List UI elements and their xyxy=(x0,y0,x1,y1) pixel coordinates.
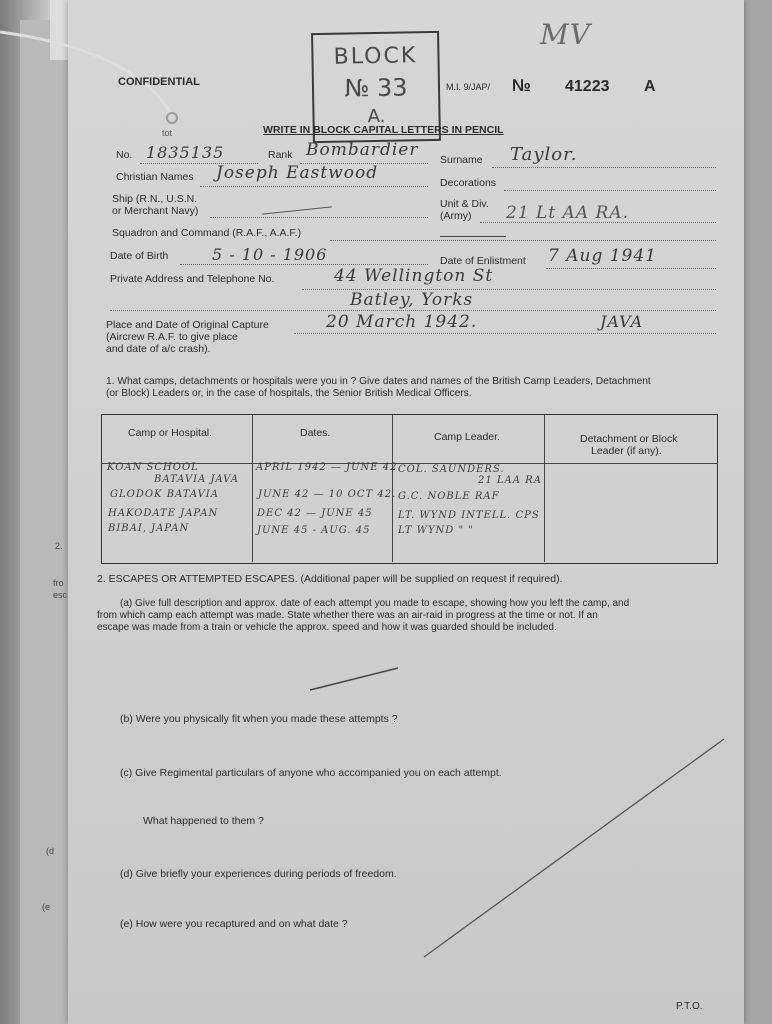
question-2b: (b) Were you physically fit when you made these attempts ? xyxy=(120,713,398,725)
table-header-leader: Camp Leader. xyxy=(434,431,500,443)
table-header-detachment: Detachment or Block xyxy=(580,433,678,445)
rank-value: Bombardier xyxy=(306,140,419,160)
question-2c: (c) Give Regimental particulars of anyone who accompanied you on each attempt. xyxy=(120,767,502,779)
form-number-label: № xyxy=(512,76,531,95)
table-cell-dates: APRIL 1942 — JUNE 42. xyxy=(256,462,402,473)
enlistment-underline xyxy=(546,268,716,269)
diagonal-strike-line xyxy=(410,735,730,965)
address-line-1: 44 Wellington St xyxy=(334,266,494,286)
surname-value: Taylor. xyxy=(510,144,578,165)
ship-label: Ship (R.N., U.S.N. xyxy=(112,193,198,205)
surname-underline xyxy=(492,167,716,168)
squadron-dash-mark xyxy=(440,236,506,237)
address-line-2: Batley, Yorks xyxy=(350,290,474,310)
enlistment-label: Date of Enlistment xyxy=(440,255,526,267)
decorations-underline xyxy=(504,190,716,191)
table-cell-leader: G.C. NOBLE RAF xyxy=(398,491,500,502)
no-value: 1835135 xyxy=(146,143,225,162)
table-cell-camp: BATAVIA JAVA xyxy=(154,474,239,485)
under-page-mark: 2. xyxy=(55,541,63,551)
table-cell-camp: BIBAI, JAPAN xyxy=(108,523,190,534)
capture-place: JAVA xyxy=(600,312,644,331)
decorations-label: Decorations xyxy=(440,177,497,189)
question-2a-line-2: from which camp each attempt was made. State whether there was an air-raid in progress at the time or not. If an xyxy=(97,610,598,621)
form-reference: M.I. 9/JAP/ xyxy=(446,82,491,92)
squadron-underline xyxy=(330,240,716,241)
unit-value: 21 Lt AA RA. xyxy=(506,203,629,223)
tag-string xyxy=(0,20,200,160)
question-2-title: 2. ESCAPES OR ATTEMPTED ESCAPES. (Additional paper will be supplied on request if required). xyxy=(97,573,563,585)
under-page-mark: esc xyxy=(53,590,68,600)
table-cell-dates: JUNE 45 - AUG. 45 xyxy=(257,525,371,536)
capture-label: Place and Date of Original Capture xyxy=(106,319,269,331)
please-turn-over: P.T.O. xyxy=(676,1001,703,1012)
christian-names-underline xyxy=(200,186,428,187)
dob-label: Date of Birth xyxy=(110,250,169,262)
table-cell-leader: LT. WYND INTELL. CPS xyxy=(398,510,540,521)
table-column-rule xyxy=(252,415,253,562)
struck-answer-mark xyxy=(308,664,408,694)
table-cell-leader: LT WYND " " xyxy=(398,525,474,536)
question-2a-line-1: (a) Give full description and approx. date of each attempt you made to escape, showing how you left the camp, and xyxy=(120,598,630,609)
question-2d: (d) Give briefly your experiences during periods of freedom. xyxy=(120,868,397,880)
capture-label-2: (Aircrew R.A.F. to give place xyxy=(106,331,238,343)
table-cell-camp: HAKODATE JAPAN xyxy=(108,508,219,519)
stamp-word: BLOCK xyxy=(333,43,418,70)
capture-label-3: and date of a/c crash). xyxy=(106,343,211,355)
capture-underline xyxy=(294,333,716,334)
dob-value: 5 - 10 - 1906 xyxy=(212,245,328,264)
christian-names-value: Joseph Eastwood xyxy=(216,163,379,183)
stamp-number: № 33 xyxy=(344,73,408,103)
table-cell-dates: DEC 42 — JUNE 45 xyxy=(257,508,373,519)
question-2c-followup: What happened to them ? xyxy=(143,815,264,827)
christian-names-label: Christian Names xyxy=(116,171,194,183)
number-extra: tot xyxy=(162,128,173,138)
under-page-mark: fro xyxy=(53,578,64,588)
unit-label-2: (Army) xyxy=(440,210,472,222)
no-label: No. xyxy=(116,149,133,161)
under-page-mark: (e xyxy=(42,902,51,912)
form-number: 41223 xyxy=(565,78,610,95)
ship-label-2: or Merchant Navy) xyxy=(112,205,199,217)
confidential-label: CONFIDENTIAL xyxy=(118,76,200,88)
table-cell-camp: KOAN SCHOOL xyxy=(107,462,199,473)
enlistment-value: 7 Aug 1941 xyxy=(548,246,657,266)
question-1-line-2: (or Block) Leaders or, in the case of hospitals, the Senior British Medical Officers. xyxy=(106,388,472,399)
table-cell-leader: COL. SAUNDERS. xyxy=(398,464,505,475)
table-cell-leader: 21 LAA RA xyxy=(478,475,542,486)
address-label: Private Address and Telephone No. xyxy=(110,273,275,285)
table-header-dates: Dates. xyxy=(300,427,331,439)
table-header-detachment-2: Leader (if any). xyxy=(591,445,662,457)
ship-underline xyxy=(210,217,428,218)
surname-label: Surname xyxy=(440,154,483,166)
pencil-instruction: WRITE IN BLOCK CAPITAL LETTERS IN PENCIL xyxy=(263,124,504,136)
unit-label: Unit & Div. xyxy=(440,198,489,210)
question-2a-line-3: escape was made from a train or vehicle the approx. speed and how it was guarded should be included. xyxy=(97,622,557,633)
table-cell-dates: JUNE 42 — 10 OCT 42. xyxy=(258,489,397,500)
capture-value: 20 March 1942. xyxy=(326,312,478,332)
question-1-line-1: 1. What camps, detachments or hospitals were you in ? Give dates and names of the British Camp Leaders, Detachment xyxy=(106,376,651,387)
corner-initials: MV xyxy=(540,18,591,51)
address-underline-2 xyxy=(110,310,716,311)
squadron-label: Squadron and Command (R.A.F., A.A.F.) xyxy=(112,227,302,239)
dob-underline xyxy=(180,264,428,265)
question-2e: (e) How were you recaptured and on what date ? xyxy=(120,918,348,930)
right-page-edge xyxy=(744,0,772,1024)
table-header-camp: Camp or Hospital. xyxy=(128,427,213,439)
rank-label: Rank xyxy=(268,149,293,161)
form-suffix: A xyxy=(644,78,656,95)
table-cell-camp: GLODOK BATAVIA xyxy=(110,489,219,500)
table-column-rule xyxy=(544,415,545,562)
under-page-mark: (d xyxy=(46,846,55,856)
stamp-letter: A. xyxy=(367,105,386,128)
